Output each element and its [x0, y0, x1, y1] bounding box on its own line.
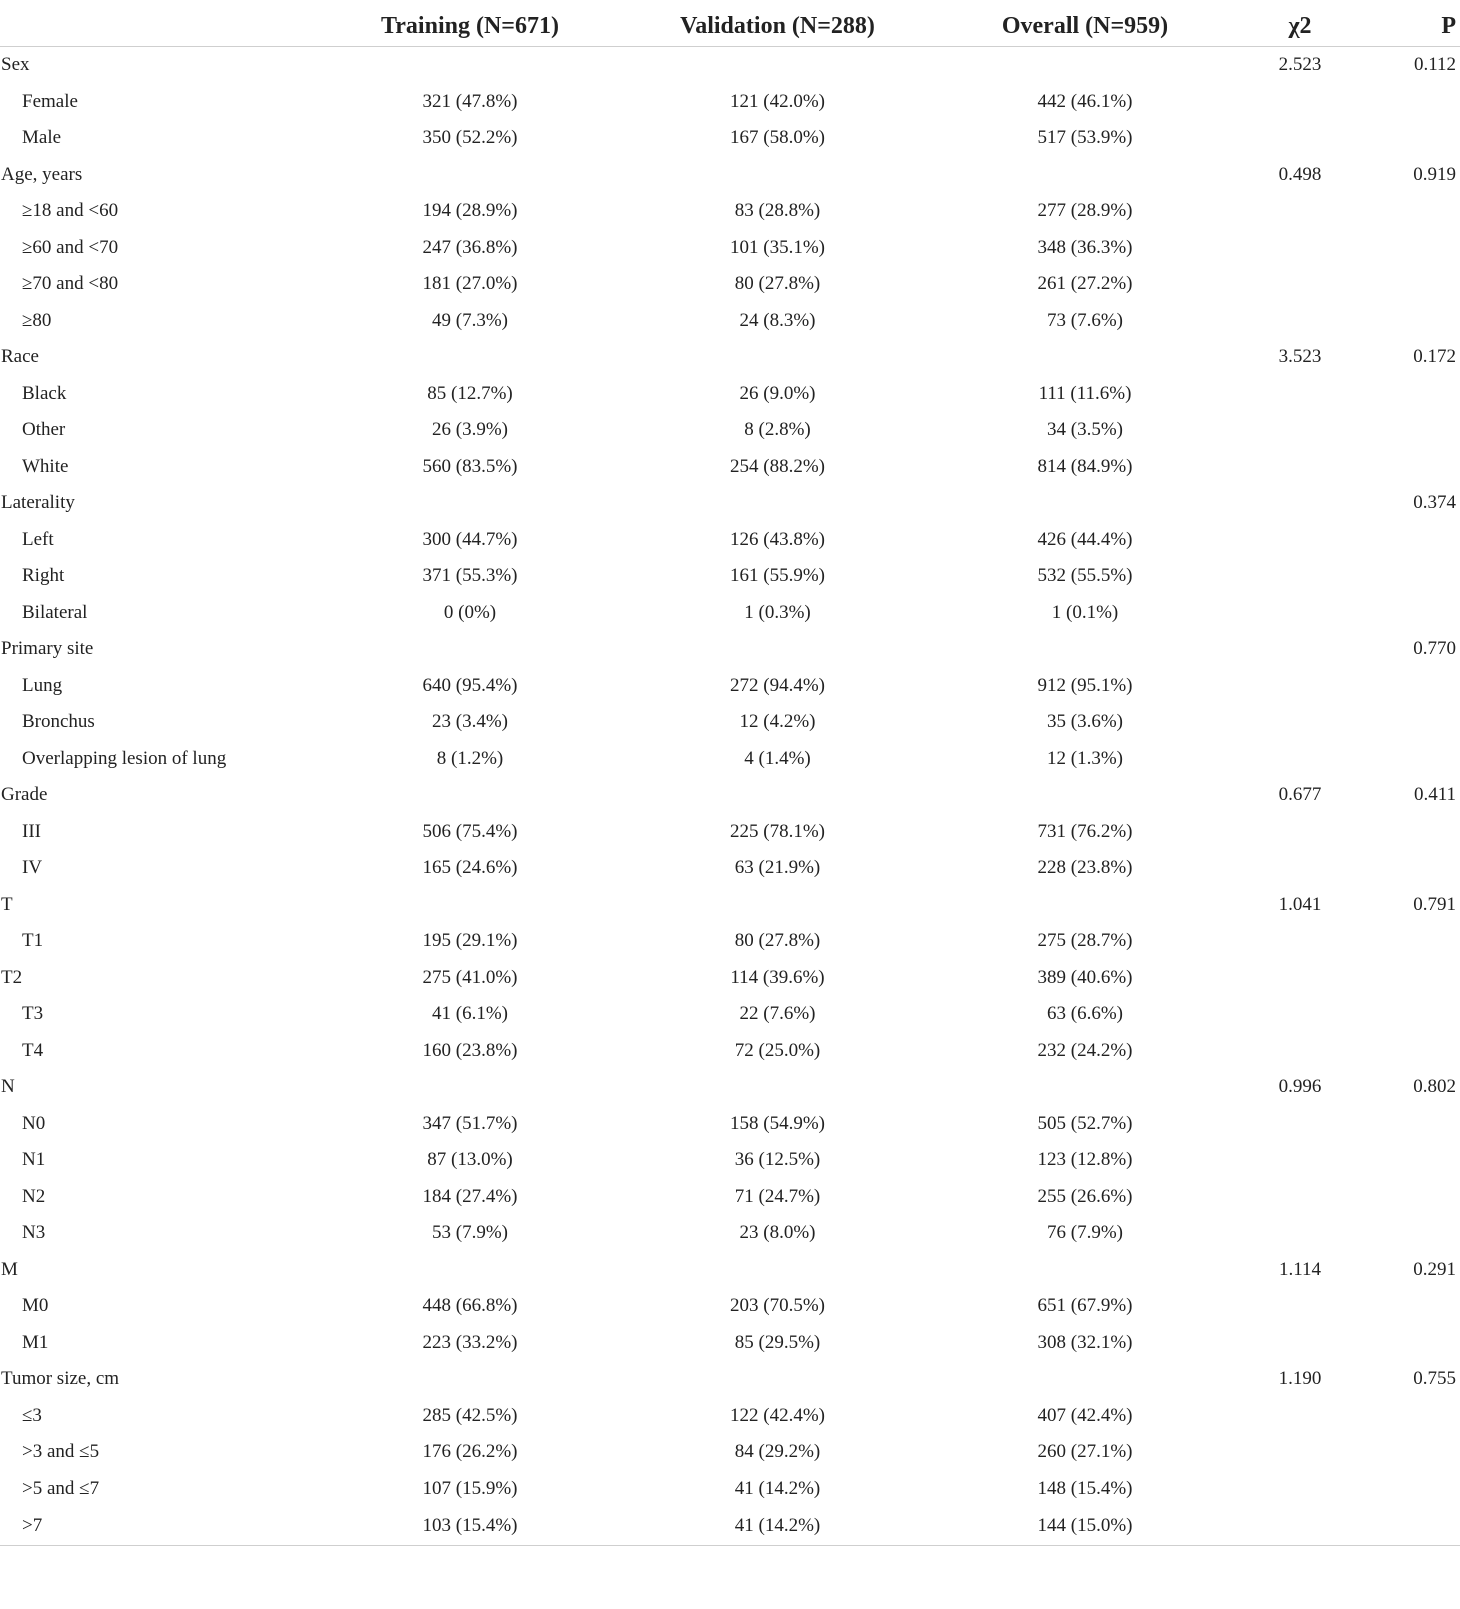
cell-validation: 84 (29.2%)	[734, 1441, 821, 1463]
row-label: T1	[22, 930, 44, 952]
cell-chi2	[1235, 1507, 1365, 1546]
cell-overall: 389 (40.6%)	[1037, 966, 1133, 988]
cell-overall: 148 (15.4%)	[1037, 1477, 1133, 1499]
cell-training: 176 (26.2%)	[422, 1441, 518, 1463]
cell-chi2: 1.190	[1278, 1368, 1322, 1390]
cell-chi2	[1235, 923, 1365, 960]
cell-training: 103 (15.4%)	[320, 1507, 620, 1546]
header-p: P	[1365, 0, 1460, 47]
cell-p	[1365, 741, 1460, 778]
cell-overall: 255 (26.6%)	[1037, 1185, 1133, 1207]
cell-training	[320, 1069, 620, 1106]
cell-p: 0.755	[1413, 1368, 1456, 1390]
cell-training: 223 (33.2%)	[422, 1331, 518, 1353]
cell-training: 247 (36.8%)	[422, 236, 518, 258]
cell-training: 23 (3.4%)	[432, 711, 508, 733]
table-row	[0, 1033, 1460, 1070]
table-row	[0, 1142, 1460, 1179]
cell-validation	[620, 157, 935, 194]
cell-p	[1365, 1179, 1460, 1216]
cell-overall: 261 (27.2%)	[1037, 273, 1133, 295]
cell-overall: 532 (55.5%)	[1037, 565, 1133, 587]
cell-chi2	[1235, 1033, 1365, 1070]
cell-training	[320, 777, 620, 814]
table-group-row	[0, 485, 1460, 522]
cell-overall	[935, 339, 1235, 376]
cell-training: 87 (13.0%)	[427, 1149, 513, 1171]
row-label: M0	[22, 1295, 49, 1317]
row-label: Lung	[22, 674, 63, 696]
cell-chi2	[1235, 595, 1365, 632]
cell-validation: 203 (70.5%)	[730, 1295, 825, 1317]
cell-training	[320, 339, 620, 376]
row-label: T4	[22, 1039, 44, 1061]
cell-chi2	[1235, 485, 1365, 522]
cell-validation: 41 (14.2%)	[620, 1507, 935, 1546]
row-label: ≥80	[22, 309, 52, 331]
row-label: Tumor size, cm	[1, 1368, 120, 1390]
cell-chi2	[1235, 1179, 1365, 1216]
cell-training: 85 (12.7%)	[427, 382, 513, 404]
cell-p	[1365, 303, 1460, 340]
row-label: Grade	[1, 784, 48, 806]
cell-validation: 122 (42.4%)	[730, 1404, 825, 1426]
row-label: T2	[1, 966, 23, 988]
cell-p: 0.791	[1413, 893, 1456, 915]
cell-p: 0.802	[1413, 1076, 1456, 1098]
table-row	[0, 923, 1460, 960]
table-row	[0, 376, 1460, 413]
table-row	[0, 996, 1460, 1033]
cell-p	[1365, 193, 1460, 230]
table-group-row	[0, 1361, 1460, 1398]
cell-overall: 275 (28.7%)	[1037, 930, 1133, 952]
cell-overall: 651 (67.9%)	[1037, 1295, 1133, 1317]
cell-p: 0.172	[1413, 346, 1456, 368]
cell-p	[1365, 230, 1460, 267]
cell-chi2	[1235, 558, 1365, 595]
cell-chi2	[1235, 668, 1365, 705]
cell-overall: 731 (76.2%)	[1037, 820, 1133, 842]
header-overall: Overall (N=959)	[935, 0, 1235, 47]
cell-overall: 232 (24.2%)	[1037, 1039, 1133, 1061]
cell-overall: 308 (32.1%)	[1037, 1331, 1133, 1353]
cell-overall: 73 (7.6%)	[1047, 309, 1123, 331]
cell-p	[1365, 1106, 1460, 1143]
cell-validation: 23 (8.0%)	[739, 1222, 816, 1244]
cell-p	[1365, 923, 1460, 960]
cell-chi2	[1235, 193, 1365, 230]
cell-p	[1365, 960, 1460, 997]
cell-overall: 228 (23.8%)	[1037, 857, 1133, 879]
cell-validation: 254 (88.2%)	[730, 455, 825, 477]
cell-training	[320, 1252, 620, 1289]
cell-overall: 123 (12.8%)	[1037, 1149, 1133, 1171]
cell-chi2	[1235, 1288, 1365, 1325]
cell-overall: 814 (84.9%)	[1037, 455, 1133, 477]
table-row	[0, 1507, 1460, 1546]
cell-validation: 167 (58.0%)	[730, 127, 825, 149]
row-label: Female	[22, 90, 78, 112]
cell-chi2	[1235, 230, 1365, 267]
cell-p: 0.919	[1413, 163, 1456, 185]
table-row	[0, 558, 1460, 595]
row-label: III	[22, 820, 41, 842]
row-label: N1	[22, 1149, 46, 1171]
cell-p	[1365, 449, 1460, 486]
cell-p	[1365, 1215, 1460, 1252]
cell-training: 181 (27.0%)	[422, 273, 518, 295]
cell-chi2	[1235, 996, 1365, 1033]
table-header	[0, 0, 1460, 47]
cell-validation: 4 (1.4%)	[744, 747, 811, 769]
cell-validation	[620, 1069, 935, 1106]
cell-validation: 63 (21.9%)	[734, 857, 821, 879]
row-label: M	[1, 1258, 18, 1280]
cell-overall: 442 (46.1%)	[1037, 90, 1133, 112]
cell-p: 0.374	[1413, 492, 1456, 514]
cell-overall: 34 (3.5%)	[1047, 419, 1123, 441]
cell-p	[1365, 120, 1460, 157]
table-row	[0, 1398, 1460, 1435]
cell-training	[320, 157, 620, 194]
cell-p	[1365, 1288, 1460, 1325]
cell-p: 0.411	[1413, 784, 1456, 806]
cell-training: 184 (27.4%)	[422, 1185, 518, 1207]
table-row	[0, 704, 1460, 741]
cell-overall: 63 (6.6%)	[1047, 1003, 1123, 1025]
table-row	[0, 303, 1460, 340]
cell-p	[1365, 1434, 1460, 1471]
cell-chi2	[1235, 1471, 1365, 1508]
cell-validation	[620, 1252, 935, 1289]
cell-p: 0.112	[1413, 54, 1456, 76]
cell-chi2	[1235, 120, 1365, 157]
row-label: Right	[22, 565, 65, 587]
row-label: Left	[22, 528, 54, 550]
cell-validation: 80 (27.8%)	[734, 273, 821, 295]
cell-p	[1365, 996, 1460, 1033]
row-label: N2	[22, 1185, 46, 1207]
cell-overall: 407 (42.4%)	[1037, 1404, 1133, 1426]
row-label: Race	[1, 346, 39, 368]
cell-chi2	[1235, 1106, 1365, 1143]
cell-validation: 72 (25.0%)	[734, 1039, 821, 1061]
cell-p	[1365, 376, 1460, 413]
cell-p	[1365, 412, 1460, 449]
cell-training	[320, 47, 620, 84]
row-label: Bilateral	[22, 601, 88, 623]
cell-chi2	[1235, 1398, 1365, 1435]
cell-overall	[935, 47, 1235, 84]
cell-training	[320, 485, 620, 522]
cell-p	[1365, 522, 1460, 559]
cell-training: 448 (66.8%)	[422, 1295, 518, 1317]
cell-training: 300 (44.7%)	[422, 528, 518, 550]
cell-overall	[935, 1252, 1235, 1289]
cell-p	[1365, 266, 1460, 303]
row-label: Other	[22, 419, 66, 441]
header-training: Training (N=671)	[320, 0, 620, 47]
cell-chi2	[1235, 704, 1365, 741]
header-validation: Validation (N=288)	[620, 0, 935, 47]
cell-p	[1365, 1398, 1460, 1435]
cell-validation: 225 (78.1%)	[730, 820, 825, 842]
cell-training: 560 (83.5%)	[422, 455, 518, 477]
table-row	[0, 522, 1460, 559]
cell-validation: 158 (54.9%)	[730, 1112, 825, 1134]
cell-overall	[935, 777, 1235, 814]
row-label: N3	[22, 1222, 46, 1244]
row-label: Age, years	[1, 163, 83, 185]
table-row	[0, 595, 1460, 632]
cell-training: 371 (55.3%)	[422, 565, 518, 587]
cell-training: 506 (75.4%)	[422, 820, 518, 842]
table-group-row	[0, 1069, 1460, 1106]
cell-p	[1365, 84, 1460, 121]
table-row	[0, 449, 1460, 486]
cell-chi2	[1235, 266, 1365, 303]
cell-training: 41 (6.1%)	[432, 1003, 508, 1025]
table-row	[0, 1288, 1460, 1325]
cell-validation: 12 (4.2%)	[739, 711, 816, 733]
cell-chi2	[1235, 1325, 1365, 1362]
cell-p	[1365, 595, 1460, 632]
table-group-row	[0, 157, 1460, 194]
cell-training: 194 (28.9%)	[422, 200, 518, 222]
cell-validation: 22 (7.6%)	[739, 1003, 816, 1025]
cell-overall: 517 (53.9%)	[1037, 127, 1133, 149]
cell-training: 275 (41.0%)	[422, 966, 518, 988]
row-label: ≥18 and <60	[22, 200, 119, 222]
cell-validation: 272 (94.4%)	[730, 674, 825, 696]
cell-chi2: 2.523	[1278, 54, 1322, 76]
cell-validation: 85 (29.5%)	[734, 1331, 821, 1353]
row-label: IV	[22, 857, 43, 879]
cell-chi2	[1235, 741, 1365, 778]
cell-validation: 83 (28.8%)	[734, 200, 821, 222]
cell-training: 160 (23.8%)	[422, 1039, 518, 1061]
cell-chi2: 0.498	[1278, 163, 1322, 185]
cell-p	[1365, 814, 1460, 851]
cell-validation: 41 (14.2%)	[734, 1477, 821, 1499]
table-row	[0, 230, 1460, 267]
row-label: ≥60 and <70	[22, 236, 119, 258]
cell-training: 347 (51.7%)	[422, 1112, 518, 1134]
row-label: Laterality	[1, 492, 75, 514]
cell-overall: 426 (44.4%)	[1037, 528, 1133, 550]
cell-validation: 71 (24.7%)	[734, 1185, 821, 1207]
cell-chi2: 0.996	[1278, 1076, 1322, 1098]
table-row	[0, 850, 1460, 887]
row-label: >3 and ≤5	[22, 1441, 100, 1463]
cell-p	[1365, 1142, 1460, 1179]
table-body	[0, 47, 1460, 1546]
cell-validation	[620, 631, 935, 668]
cell-training: 0 (0%)	[443, 601, 497, 623]
row-label: M1	[22, 1331, 49, 1353]
cell-overall: 277 (28.9%)	[1037, 200, 1133, 222]
cell-overall	[935, 1361, 1235, 1398]
row-label: Primary site	[1, 638, 94, 660]
row-label: ≤3	[22, 1404, 42, 1426]
cell-validation: 126 (43.8%)	[730, 528, 825, 550]
cell-overall: 35 (3.6%)	[1047, 711, 1123, 733]
table-row	[0, 412, 1460, 449]
cell-validation	[620, 339, 935, 376]
table-group-row	[0, 777, 1460, 814]
cell-training: 285 (42.5%)	[422, 1404, 518, 1426]
table-row	[0, 1179, 1460, 1216]
cell-chi2	[1235, 631, 1365, 668]
cell-p	[1365, 558, 1460, 595]
cell-chi2	[1235, 850, 1365, 887]
cell-p	[1365, 1325, 1460, 1362]
cell-training: 49 (7.3%)	[432, 309, 508, 331]
row-label: N	[1, 1076, 15, 1098]
table-group-row	[0, 631, 1460, 668]
cell-validation	[620, 887, 935, 924]
cell-chi2	[1235, 303, 1365, 340]
cell-overall: 1 (0.1%)	[1051, 601, 1119, 623]
table-row	[0, 1471, 1460, 1508]
cell-validation: 101 (35.1%)	[730, 236, 825, 258]
cell-overall: 505 (52.7%)	[1037, 1112, 1133, 1134]
cell-training: 53 (7.9%)	[432, 1222, 508, 1244]
cell-overall: 144 (15.0%)	[935, 1507, 1235, 1546]
cell-chi2	[1235, 376, 1365, 413]
cell-training: 321 (47.8%)	[422, 90, 518, 112]
cell-chi2	[1235, 814, 1365, 851]
cell-validation	[620, 777, 935, 814]
cell-training: 107 (15.9%)	[422, 1477, 518, 1499]
cell-p	[1365, 1033, 1460, 1070]
cell-p: 0.291	[1413, 1258, 1456, 1280]
table-group-row	[0, 47, 1460, 84]
cell-validation: 26 (9.0%)	[739, 382, 816, 404]
cell-chi2	[1235, 412, 1365, 449]
cell-validation: 80 (27.8%)	[734, 930, 821, 952]
cell-chi2	[1235, 1142, 1365, 1179]
cell-training	[320, 887, 620, 924]
table-row	[0, 668, 1460, 705]
row-label: >5 and ≤7	[22, 1477, 100, 1499]
cell-p	[1365, 850, 1460, 887]
cell-validation: 1 (0.3%)	[744, 601, 811, 623]
cell-training	[320, 631, 620, 668]
cell-validation: 24 (8.3%)	[739, 309, 816, 331]
row-label: Black	[22, 382, 67, 404]
cell-p: 0.770	[1413, 638, 1456, 660]
cell-overall: 912 (95.1%)	[1037, 674, 1133, 696]
cell-validation: 36 (12.5%)	[734, 1149, 821, 1171]
cell-p	[1365, 668, 1460, 705]
cell-overall: 76 (7.9%)	[1047, 1222, 1123, 1244]
table-row	[0, 1434, 1460, 1471]
cell-training: 26 (3.9%)	[432, 419, 508, 441]
row-label: Sex	[1, 54, 30, 76]
table-group-row	[0, 1252, 1460, 1289]
cell-validation: 121 (42.0%)	[730, 90, 825, 112]
table-row	[0, 84, 1460, 121]
cell-training: 195 (29.1%)	[422, 930, 518, 952]
cell-training: 8 (1.2%)	[436, 747, 504, 769]
cell-chi2: 1.041	[1278, 893, 1322, 915]
cell-p	[1365, 1507, 1460, 1546]
cell-overall	[935, 887, 1235, 924]
cell-chi2	[1235, 960, 1365, 997]
cell-overall: 260 (27.1%)	[1037, 1441, 1133, 1463]
cell-overall: 111 (11.6%)	[1038, 382, 1132, 404]
table-row	[0, 741, 1460, 778]
table-row	[0, 120, 1460, 157]
header-row	[0, 0, 1460, 47]
table-row	[0, 1106, 1460, 1143]
cell-validation	[620, 47, 935, 84]
table-row	[0, 266, 1460, 303]
row-label: White	[22, 455, 69, 477]
row-label: Overlapping lesion of lung	[22, 747, 227, 769]
table-row	[0, 1215, 1460, 1252]
cell-overall	[935, 1069, 1235, 1106]
cell-training: 165 (24.6%)	[422, 857, 518, 879]
table-row	[0, 814, 1460, 851]
cell-chi2	[1235, 1215, 1365, 1252]
cell-chi2	[1235, 522, 1365, 559]
cell-overall	[935, 485, 1235, 522]
cell-validation	[620, 485, 935, 522]
row-label: N0	[22, 1112, 46, 1134]
cell-training	[320, 1361, 620, 1398]
cell-chi2: 0.677	[1278, 784, 1322, 806]
cell-p	[1365, 1471, 1460, 1508]
cell-overall: 348 (36.3%)	[1037, 236, 1133, 258]
row-label: Male	[22, 127, 62, 149]
table-row	[0, 1325, 1460, 1362]
cell-validation: 8 (2.8%)	[744, 419, 811, 441]
row-label: T3	[22, 1003, 44, 1025]
cell-validation: 161 (55.9%)	[730, 565, 825, 587]
row-label: T	[1, 893, 13, 915]
cell-training: 640 (95.4%)	[422, 674, 518, 696]
row-label: Bronchus	[22, 711, 95, 733]
cell-training: 350 (52.2%)	[422, 127, 518, 149]
cell-chi2	[1235, 84, 1365, 121]
row-label: >7	[0, 1507, 320, 1546]
table-row	[0, 193, 1460, 230]
header-chi2: χ2	[1235, 0, 1365, 47]
cell-validation	[620, 1361, 935, 1398]
cell-overall: 12 (1.3%)	[1047, 747, 1123, 769]
cell-chi2	[1235, 1434, 1365, 1471]
table-group-row	[0, 960, 1460, 997]
cell-chi2	[1235, 449, 1365, 486]
row-label: ≥70 and <80	[22, 273, 119, 295]
cell-validation: 114 (39.6%)	[730, 966, 825, 988]
cell-chi2: 3.523	[1278, 346, 1322, 368]
header-variable	[0, 0, 320, 47]
table-group-row	[0, 339, 1460, 376]
cell-chi2: 1.114	[1278, 1258, 1322, 1280]
cell-overall	[935, 631, 1235, 668]
cell-overall	[935, 157, 1235, 194]
cell-p	[1365, 704, 1460, 741]
table-group-row	[0, 887, 1460, 924]
